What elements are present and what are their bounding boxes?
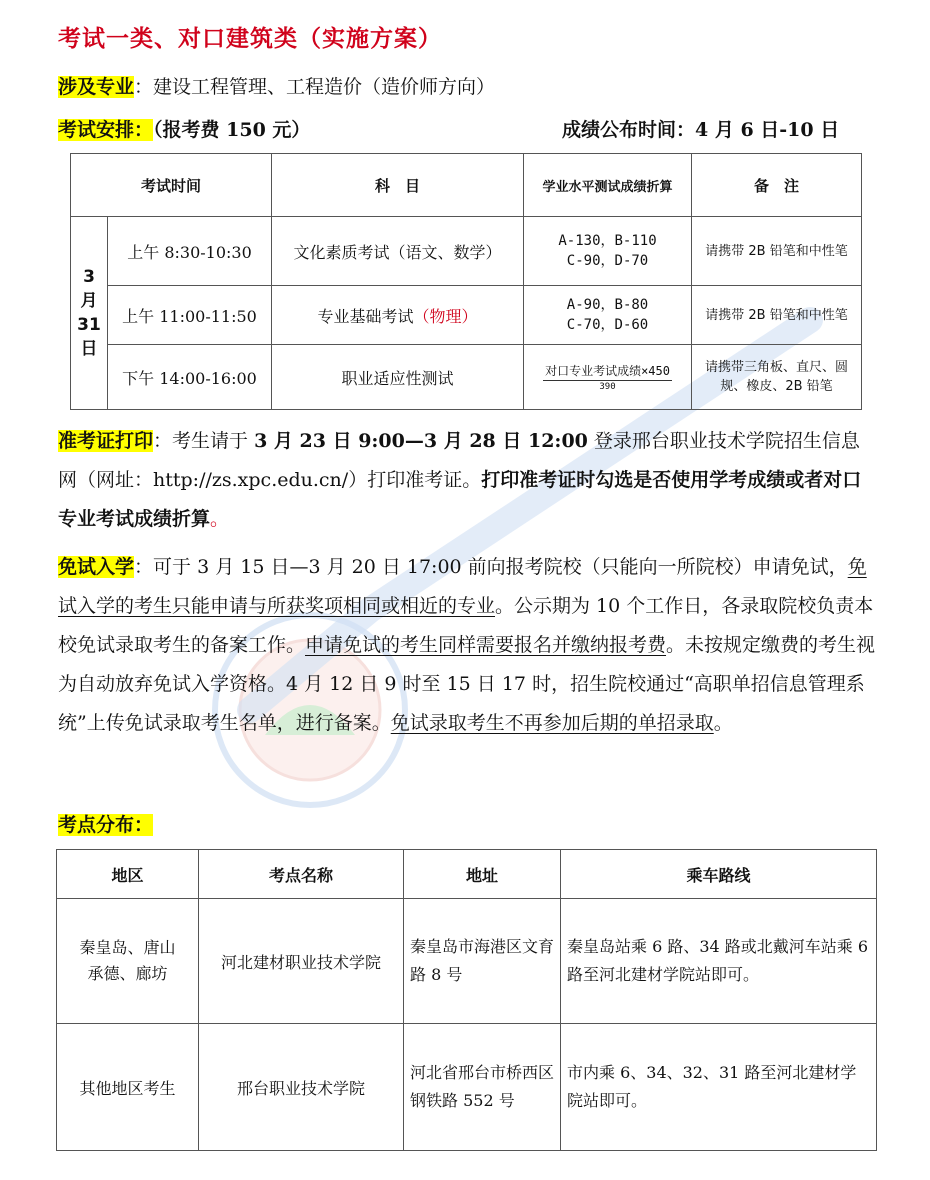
arrangement-line (58, 115, 310, 142)
admission-ticket-paragraph: 准考证打印：考生请于 3 月 23 日 9:00—3 月 28 日 12:00 登录邢台职业技术学院招生信息网（网址：http://zs.xpc.edu.cn/）打印准考证。打印准考证时勾选是否使用学考成绩或者对口专业考试成绩折算。 (58, 430, 862, 530)
header-site-name: 考点名称 (199, 850, 404, 899)
exam-time: 上午 11:00-11:50 (108, 286, 272, 345)
subject-physics: （物理） (413, 306, 478, 326)
header-region: 地区 (57, 850, 199, 899)
exemption-paragraph: 免试入学：可于 3 月 15 日—3 月 20 日 17:00 前向报考院校（只能向一所院校）申请免试，免试入学的考生只能申请与所获奖项相同或相近的专业。公示期为 10 个工作日，各录取院校负责本校免试录取考生的备案工作。申请免试的考生同样需要报名并缴纳报考费。未按规定缴费的考生视为自动放弃免试入学资格。4 月 12 日 9 时至 15 日 17 时，招生院校通过“高职单招信息管理系统”上传免试录取考生名单，进行备案。免试录取考生不再参加后期的单招录取。 (58, 556, 876, 734)
exemption-rule-1: 免试入学的考生只能申请与所获奖项相同或相近的专业 (58, 556, 867, 617)
majors-value: 建设工程管理、工程造价（造价师方向） (153, 76, 496, 98)
header-subject: 科 目 (272, 154, 524, 217)
site-route: 市内乘 6、34、32、31 路至河北建材学院站即可。 (561, 1024, 877, 1151)
exemption-rule-3: 免试录取考生不再参加后期的单招录取 (390, 712, 714, 734)
exam-table-header (71, 154, 862, 217)
header-remarks: 备 注 (692, 154, 862, 217)
table-row (57, 899, 877, 1024)
table-row (71, 345, 862, 410)
result-time: 成绩公布时间：4 月 6 日-10 日 (562, 119, 840, 141)
exam-remark: 请携带 2B 铅笔和中性笔 (692, 286, 862, 345)
exemption-label: 免试入学 (58, 556, 135, 578)
header-score-conversion: 学业水平测试成绩折算 (524, 154, 692, 217)
majors-label: 涉及专业 (58, 76, 135, 98)
header-exam-time: 考试时间 (71, 154, 272, 217)
exam-date-cell: 3 月 31 日 (71, 217, 108, 410)
exam-time: 上午 8:30-10:30 (108, 217, 272, 286)
table-row (71, 286, 862, 345)
arrangement-label: 考试安排： (58, 119, 154, 141)
score-conversion: A-90，B-80 C-70，D-60 (524, 286, 692, 345)
print-emphasis: 打印准考证时勾选是否使用学考成绩或者对口专业考试成绩折算 (58, 469, 862, 530)
site-region: 秦皇岛、唐山 承德、廊坊 (57, 899, 199, 1024)
site-address: 秦皇岛市海港区文育路 8 号 (404, 899, 561, 1024)
header-address: 地址 (404, 850, 561, 899)
site-route: 秦皇岛站乘 6 路、34 路或北戴河车站乘 6 路至河北建材学院站即可。 (561, 899, 877, 1024)
admission-ticket-label: 准考证打印 (58, 430, 154, 452)
sites-heading (58, 810, 153, 837)
exam-subject: 文化素质考试（语文、数学） (272, 217, 524, 286)
exemption-rule-2: 申请免试的考生同样需要报名并缴纳报考费 (305, 634, 667, 656)
table-row (57, 1024, 877, 1151)
sites-table-header (57, 850, 877, 899)
score-conversion: A-130，B-110 C-90，D-70 (524, 217, 692, 286)
exam-sites-table (56, 849, 877, 1151)
table-row (71, 217, 862, 286)
sites-label: 考点分布： (58, 814, 154, 836)
exam-schedule-table (70, 153, 862, 410)
majors-line: 涉及专业：建设工程管理、工程造价（造价师方向） (58, 76, 496, 98)
score-conversion-formula: $\frac{\text{对口专业考试成绩×450}}{390}$ (524, 345, 692, 410)
exam-remark: 请携带三角板、直尺、圆规、橡皮、2B 铅笔 (692, 345, 862, 410)
print-date-range: 3 月 23 日 9:00—3 月 28 日 12:00 (254, 430, 588, 452)
exam-subject: 职业适应性测试 (272, 345, 524, 410)
document-title: 考试一类、对口建筑类（实施方案） (58, 25, 442, 52)
site-name: 邢台职业技术学院 (199, 1024, 404, 1151)
site-name: 河北建材职业技术学院 (199, 899, 404, 1024)
exam-subject: 专业基础考试（物理） (272, 286, 524, 345)
exam-time: 下午 14:00-16:00 (108, 345, 272, 410)
exam-remark: 请携带 2B 铅笔和中性笔 (692, 217, 862, 286)
exam-fee: （报考费 150 元） (153, 119, 311, 141)
site-address: 河北省邢台市桥西区钢铁路 552 号 (404, 1024, 561, 1151)
header-route: 乘车路线 (561, 850, 877, 899)
site-region: 其他地区考生 (57, 1024, 199, 1151)
